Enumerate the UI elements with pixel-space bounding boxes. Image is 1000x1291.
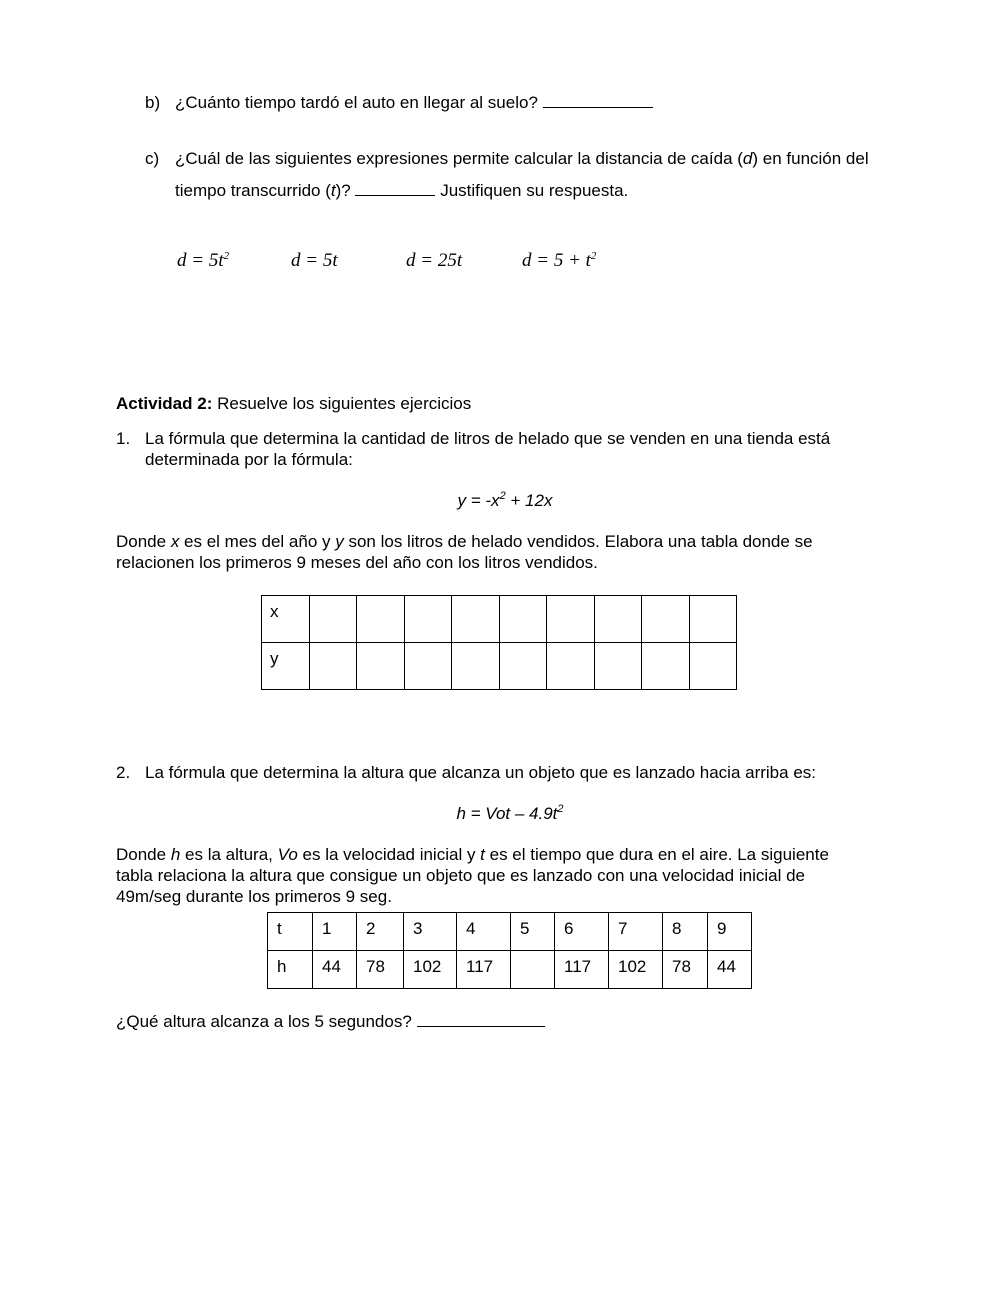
ex1-text-line1: La fórmula que determina la cantidad de litros de helado que se venden en una tienda está (145, 429, 831, 448)
ex1-table-cell[interactable] (452, 596, 500, 643)
ex1-table-cell[interactable] (309, 643, 357, 690)
ex1-table-row-x (262, 596, 737, 643)
ex1-number: 1. (116, 429, 131, 448)
ex1-table-cell[interactable] (642, 643, 690, 690)
ex2-table-cell: 44 (708, 951, 752, 989)
ex2-table-cell: 78 (663, 951, 708, 989)
ex2-table-cell: 117 (555, 951, 609, 989)
ex2-table-cell: 9 (708, 913, 752, 951)
ex1-table-cell[interactable] (689, 643, 737, 690)
option-2[interactable]: d = 5t (291, 250, 338, 271)
option-4[interactable]: $d = 5 + t^2$ (522, 250, 597, 271)
ex2-table-cell: 102 (404, 951, 457, 989)
ex2-table-cell: 44 (313, 951, 357, 989)
ex1-table-cell[interactable] (357, 643, 405, 690)
ex2-table-cell: 4 (457, 913, 511, 951)
ex1-table-cell[interactable] (499, 596, 547, 643)
ex1-table-cell[interactable] (547, 596, 595, 643)
ex2-table-cell: 2 (357, 913, 404, 951)
ex1-table-cell[interactable] (309, 596, 357, 643)
ex2-table (267, 912, 752, 989)
activity-2-heading: Actividad 2: Resuelve los siguientes ejercicios (116, 394, 472, 413)
ex1-table-cell[interactable] (689, 596, 737, 643)
ex2-table-cell: 117 (457, 951, 511, 989)
ex2-table-cell: 7 (609, 913, 663, 951)
ex1-description-line1: Donde x es el mes del año y y son los litros de helado vendidos. Elabora una tabla donde se (116, 532, 813, 551)
ex1-table-cell[interactable] (499, 643, 547, 690)
ex1-table-cell[interactable] (357, 596, 405, 643)
option-3[interactable]: d = 25t (406, 250, 463, 271)
ex1-table-cell[interactable] (452, 643, 500, 690)
ex2-text: La fórmula que determina la altura que alcanza un objeto que es lanzado hacia arriba es: (145, 763, 816, 782)
ex2-description-line1: Donde h es la altura, Vo es la velocidad inicial y t es el tiempo que dura en el aire. La siguiente (116, 845, 829, 864)
ex2-table-cell: 8 (663, 913, 708, 951)
part-c-question-line2: tiempo transcurrido (t)? Justifiquen su respuesta. (175, 181, 629, 200)
ex1-table-row-y (262, 643, 737, 690)
ex1-table (261, 595, 737, 690)
part-b-question: ¿Cuánto tiempo tardó el auto en llegar al suelo? (175, 92, 653, 113)
ex1-table-header-y: y (262, 643, 310, 690)
ex2-question: ¿Qué altura alcanza a los 5 segundos? (116, 1011, 545, 1032)
ex2-table-cell: 5 (511, 913, 555, 951)
part-c-marker: c) (145, 149, 160, 168)
ex2-table-cell-empty[interactable] (511, 951, 555, 989)
ex2-table-cell: t (268, 913, 313, 951)
ex2-description-line3: 49m/seg durante los primeros 9 seg. (116, 887, 392, 906)
part-c-question-line1: ¿Cuál de las siguientes expresiones permite calcular la distancia de caída (d) en función del (175, 149, 869, 168)
ex1-table-cell[interactable] (642, 596, 690, 643)
option-1[interactable]: $d = 5t^2$ (177, 250, 230, 271)
ex1-description-line2: relacionen los primeros 9 meses del año con los litros vendidos. (116, 553, 598, 572)
ex2-table-row-t (268, 913, 752, 951)
ex2-table-cell: h (268, 951, 313, 989)
ex2-table-cell: 1 (313, 913, 357, 951)
ex2-description-line2: tabla relaciona la altura que consigue un objeto que es lanzado con una velocidad inicial de (116, 866, 805, 885)
ex2-number: 2. (116, 763, 131, 782)
part-b (145, 92, 160, 113)
ex1-table-cell[interactable] (547, 643, 595, 690)
answer-blank-ex2[interactable] (417, 1011, 545, 1027)
ex1-table-header-x: x (262, 596, 310, 643)
answer-blank-c[interactable] (355, 180, 435, 196)
ex1-formula: $y = -x^2 + 12x$ (457, 490, 553, 510)
ex2-formula: h = Vot – $4.9t^2$ (456, 803, 564, 823)
ex1-text-line2: determinada por la fórmula: (145, 450, 353, 469)
ex2-table-cell: 102 (609, 951, 663, 989)
answer-blank-b[interactable] (543, 92, 653, 108)
ex2-table-cell: 3 (404, 913, 457, 951)
part-b-marker: b) (145, 93, 161, 112)
ex2-table-row-h (268, 951, 752, 989)
ex1-table-cell[interactable] (594, 596, 642, 643)
ex1-table-cell[interactable] (594, 643, 642, 690)
ex1-table-cell[interactable] (404, 643, 452, 690)
ex1-table-cell[interactable] (404, 596, 452, 643)
ex2-table-cell: 78 (357, 951, 404, 989)
ex2-table-cell: 6 (555, 913, 609, 951)
